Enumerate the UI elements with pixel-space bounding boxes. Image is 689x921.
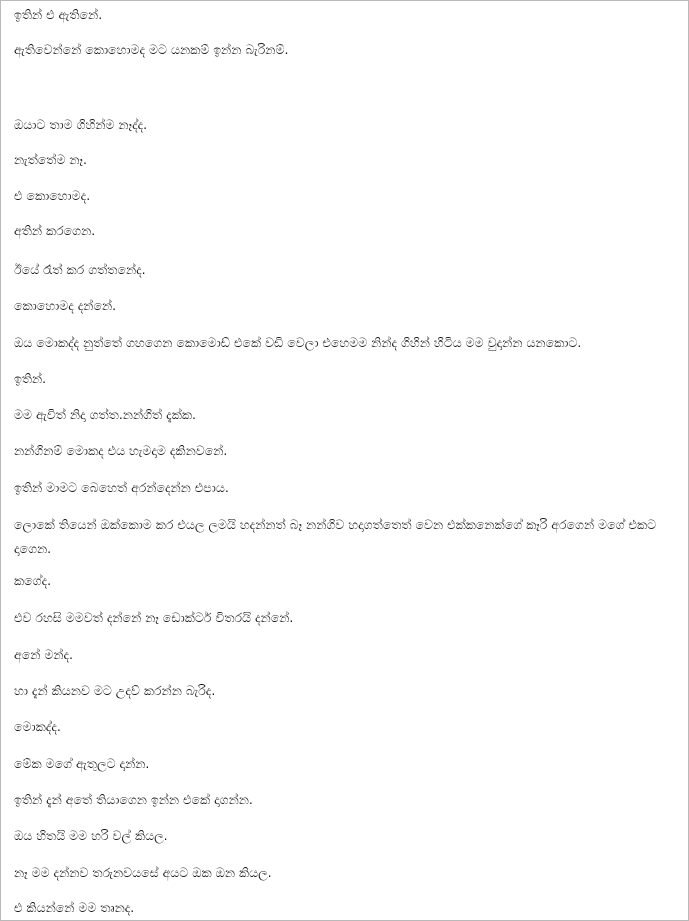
- text-line: ඔයාට තාම ගිහින්ම නෑද්ද.: [14, 117, 148, 132]
- text-line: නැත්තේම නෑ.: [14, 152, 88, 167]
- text-line: කගේද.: [14, 573, 52, 588]
- text-line: මොකද්ද.: [14, 719, 61, 734]
- text-line: එ කොහොමද.: [14, 188, 91, 203]
- text-line: ඔය හිතයි මම හරි වල් කියල.: [14, 828, 168, 843]
- text-line: එව රහසි මමවත් දන්නේ නෑ ඩොක්ටර් විතරයි දන්නේ.: [14, 610, 294, 625]
- text-line: අනේ මන්ද.: [14, 647, 73, 662]
- text-line: ඉතින් එ ඇතිනේ.: [14, 7, 103, 22]
- text-line: ඊයේ රෑත් කර ගත්තනේද.: [14, 262, 146, 277]
- document-body: [14, 0, 682, 921]
- text-line: ඉතින් මාමට බෙහෙත් අරන්දෙන්න එපාය.: [14, 480, 229, 495]
- text-line: ඇතිවෙන්නේ කොහොමද මට යනකම් ඉන්න බැරිනම්.: [14, 42, 289, 57]
- text-line: මම ඇවිත් නිදා ගත්ත.නන්ගිත් දැක්ක.: [14, 407, 196, 422]
- text-line: ඉතින්.: [14, 371, 47, 386]
- text-line: කොහොමද දන්නේ.: [14, 298, 117, 313]
- text-line: ඉතින් දැන් අතේ තියාගෙන ඉන්න එකේ දාගන්න.: [14, 792, 253, 807]
- text-line: මේක මගේ ඇතුලට දාන්න.: [14, 756, 150, 771]
- text-line: නන්ගිනම් මොකද එය හැමදාම දකිනවනේ.: [14, 443, 228, 458]
- text-line: අතින් කරගෙන.: [14, 223, 96, 238]
- text-line: හා දැන් කියනව මට උදව් කරන්න බැරිද.: [14, 683, 216, 698]
- text-line: එ කියන්නේ මම තෘනද.: [14, 900, 135, 915]
- text-line: නෑ මම දන්නව තරුනවයසේ අයට ඔක ඔන කියල.: [14, 865, 272, 880]
- text-paragraph: ලොකේ තියෙන් ඔක්කොම කර එයල ලමයි හදන්නත් බෑ නන්ගිව හදාගත්තෙත් වෙන එක්කනෙක්ගේ කෑරි අරගෙන් මගේ එකට දාගෙන.: [14, 517, 657, 556]
- text-line: ඔය මොකද්ද නුත්තේ ගහගෙන කොමොඩ් එකේ වඩි වෙලා එහෙමම නින්ද ගිහින් හිටිය මම වුදාන්න යනකොට.: [14, 335, 582, 350]
